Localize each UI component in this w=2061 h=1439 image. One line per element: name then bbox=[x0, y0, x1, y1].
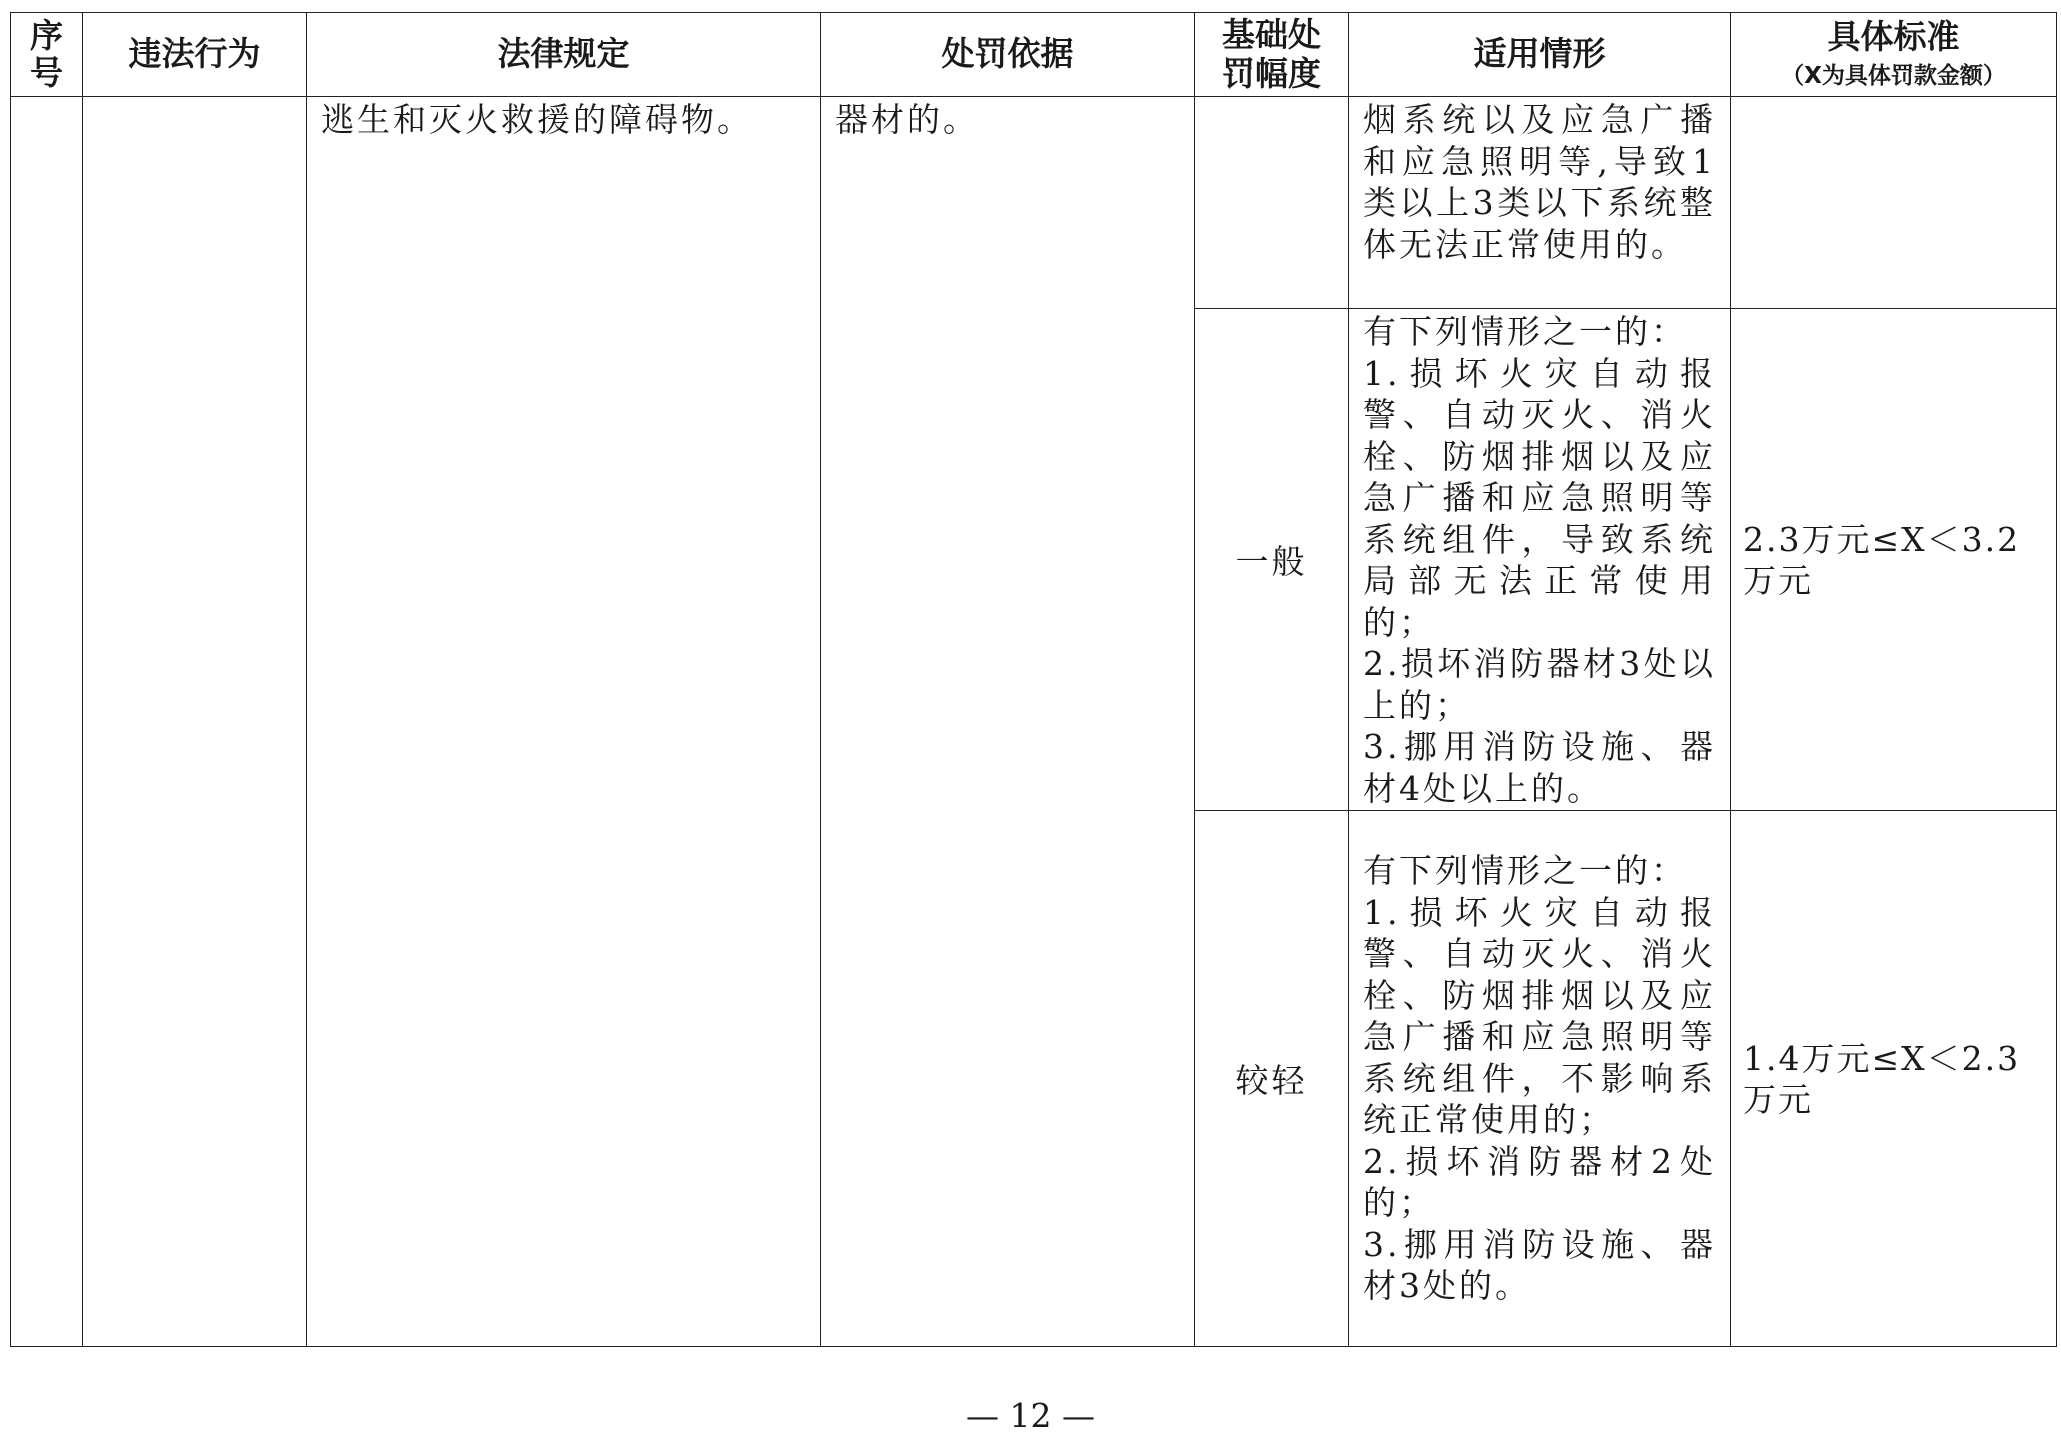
header-degree bbox=[1195, 13, 1349, 97]
degree-cell bbox=[1195, 97, 1349, 309]
header-situation-label: 适用情形 bbox=[1473, 34, 1606, 74]
header-violation bbox=[83, 13, 307, 97]
header-law-label: 法律规定 bbox=[497, 34, 630, 74]
standard-cell bbox=[1731, 309, 2057, 811]
header-law bbox=[307, 13, 821, 97]
standard-text: 1.4万元≤X＜2.3万元 bbox=[1743, 1038, 2021, 1119]
basis-cell bbox=[821, 97, 1195, 1347]
situation-cell bbox=[1349, 97, 1731, 309]
situation-cell bbox=[1349, 811, 1731, 1347]
header-standard bbox=[1731, 13, 2057, 97]
degree-label: 较轻 bbox=[1235, 1061, 1308, 1100]
degree-cell bbox=[1195, 309, 1349, 811]
table-header-row bbox=[11, 13, 2057, 97]
standard-text: 2.3万元≤X＜3.2万元 bbox=[1743, 519, 2021, 600]
header-basis bbox=[821, 13, 1195, 97]
header-seq-label: 序 号 bbox=[30, 15, 63, 92]
header-standard-note: （X为具体罚款金额） bbox=[1781, 63, 2006, 90]
header-standard-label: 具体标准 bbox=[1827, 17, 1960, 57]
law-cell bbox=[307, 97, 821, 1347]
basis-text: 器材的。 bbox=[835, 100, 979, 139]
seq-cell bbox=[11, 97, 83, 1347]
degree-cell bbox=[1195, 811, 1349, 1347]
table-row bbox=[11, 97, 2057, 309]
header-basis-label: 处罚依据 bbox=[941, 34, 1074, 74]
situation-cell bbox=[1349, 309, 1731, 811]
page-number: — 12 — bbox=[966, 1396, 1095, 1435]
situation-text: 有下列情形之一的： 1.损坏火灾自动报警、自动灭火、消火栓、防烟排烟以及应急广播和应急照明等系统组件，导致系统局部无法正常使用的； 2.损坏消防器材3处以上的； 3.挪用消防设施、器材4处以上的。 bbox=[1363, 312, 1716, 808]
header-violation-label: 违法行为 bbox=[128, 34, 261, 74]
standard-cell bbox=[1731, 811, 2057, 1347]
violation-cell bbox=[83, 97, 307, 1347]
situation-text: 有下列情形之一的： 1.损坏火灾自动报警、自动灭火、消火栓、防烟排烟以及应急广播和应急照明等系统组件，不影响系统正常使用的； 2.损坏消防器材2处的； 3.挪用消防设施、器材3处的。 bbox=[1363, 851, 1716, 1306]
header-seq bbox=[11, 13, 83, 97]
degree-label: 一般 bbox=[1235, 542, 1308, 581]
situation-text: 烟系统以及应急广播和应急照明等,导致1类以上3类以下系统整体无法正常使用的。 bbox=[1363, 100, 1716, 264]
header-degree-label: 基础处 罚幅度 bbox=[1222, 14, 1321, 93]
law-text: 逃生和灭火救援的障碍物。 bbox=[321, 100, 753, 139]
penalty-standard-table bbox=[10, 12, 2057, 1347]
header-situation bbox=[1349, 13, 1731, 97]
standard-cell bbox=[1731, 97, 2057, 309]
